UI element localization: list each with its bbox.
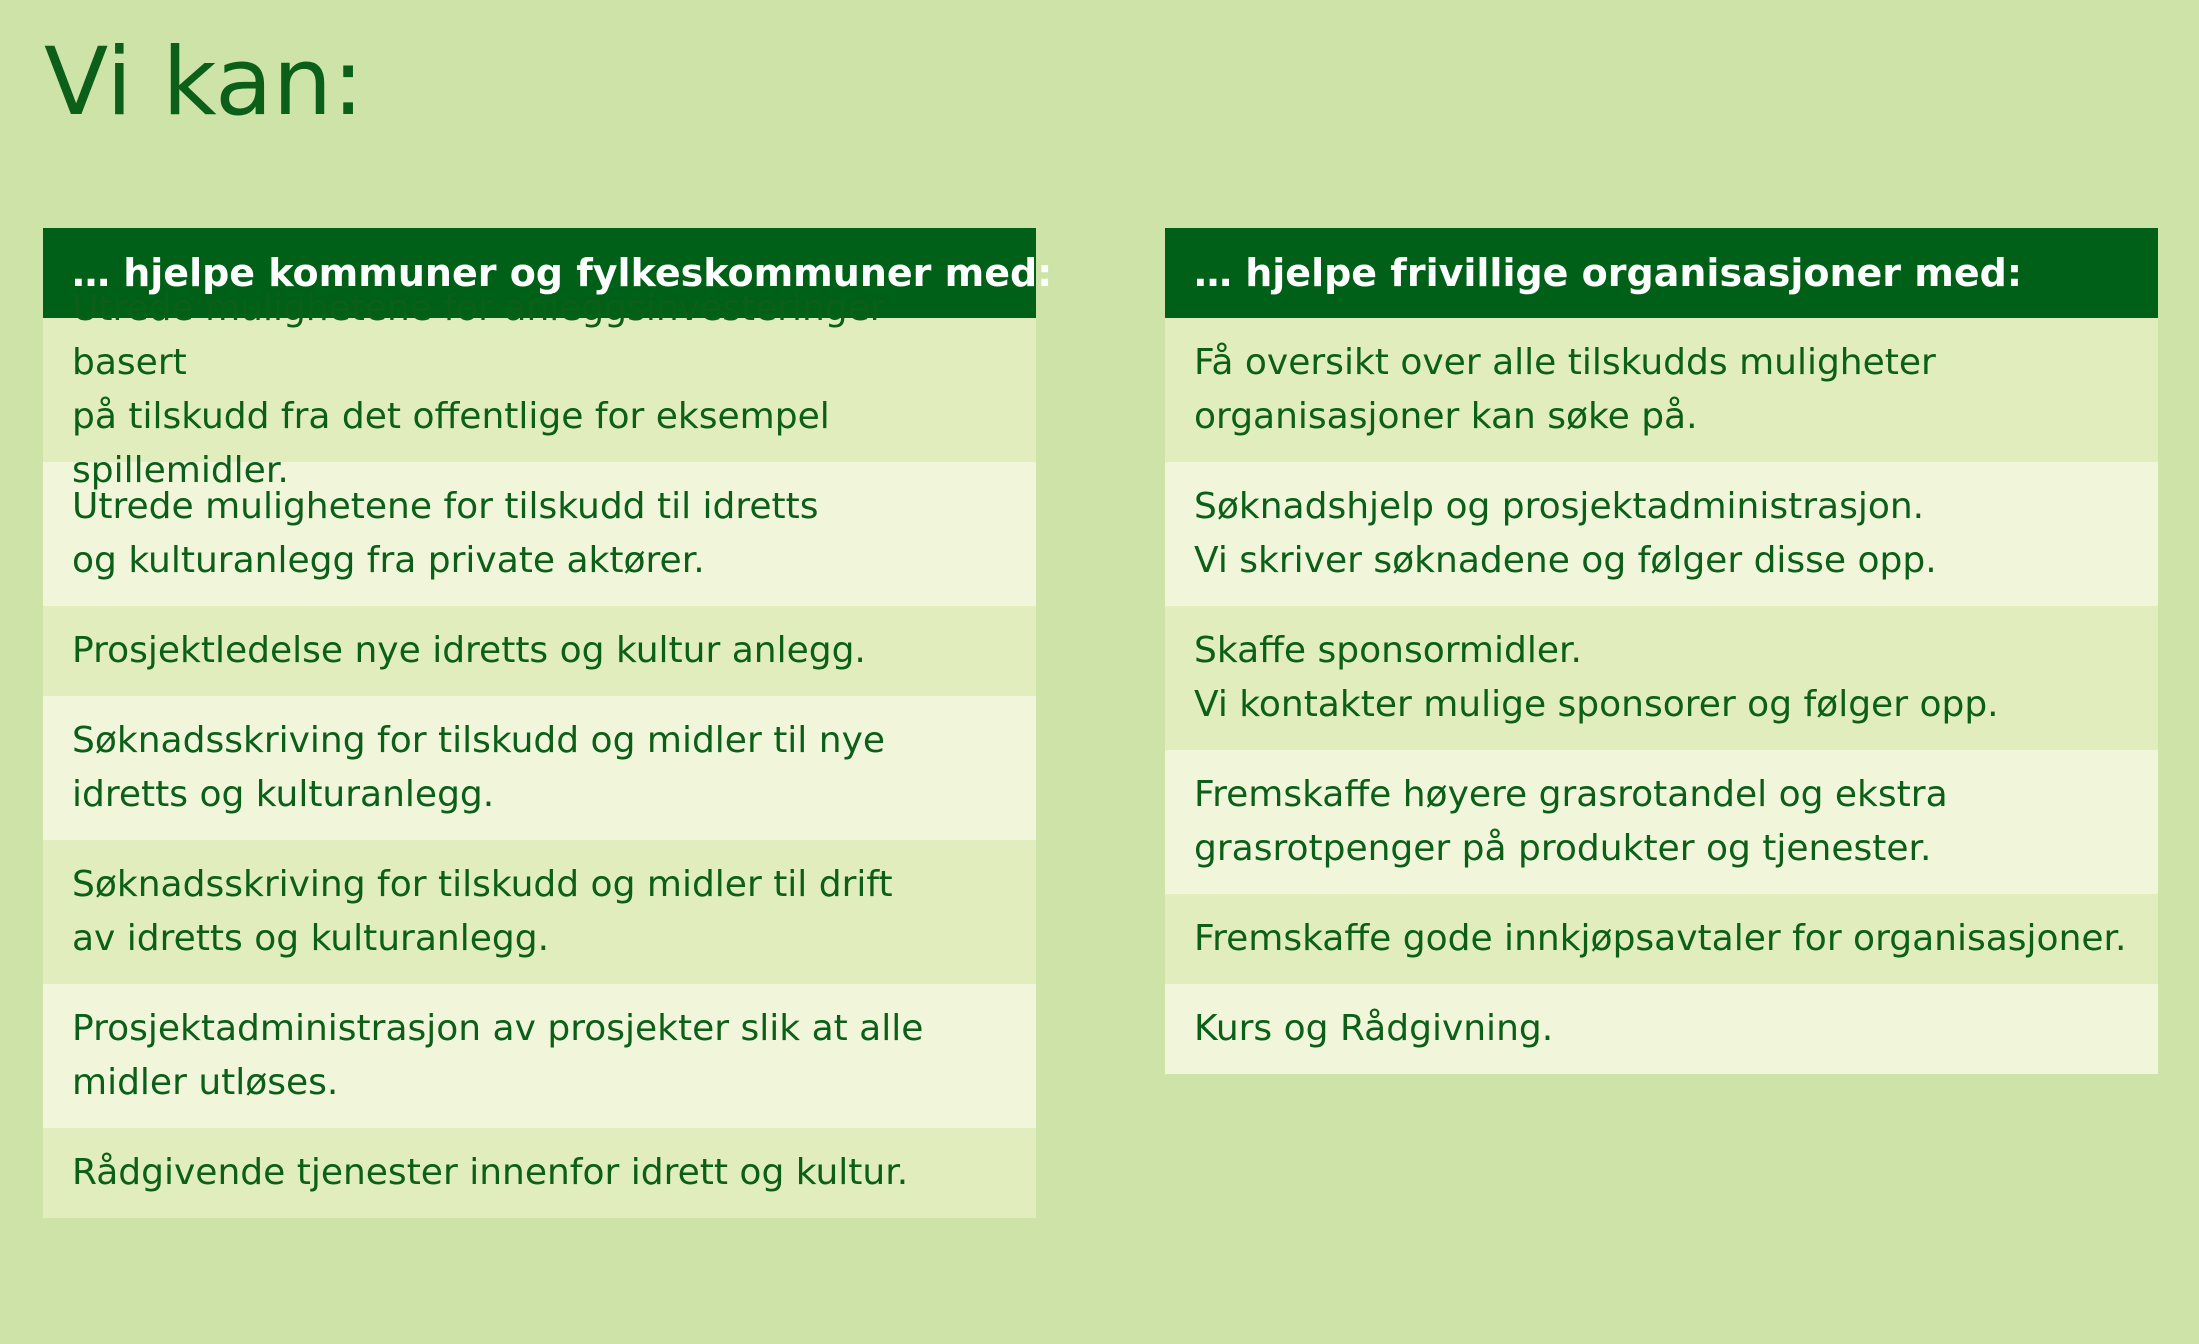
- list-item: Prosjektadministrasjon av prosjekter slik at alle midler utløses.: [43, 984, 1036, 1128]
- list-item: Søknadsskriving for tilskudd og midler til nye idretts og kulturanlegg.: [43, 696, 1036, 840]
- list-item: Fremskaffe høyere grasrotandel og ekstra grasrotpenger på produkter og tjenester.: [1165, 750, 2158, 894]
- list-item: Rådgivende tjenester innenfor idrett og kultur.: [43, 1128, 1036, 1218]
- organizations-panel-header: … hjelpe frivillige organisasjoner med:: [1165, 228, 2158, 318]
- list-item: Søknadshjelp og prosjektadministrasjon. Vi skriver søknadene og følger disse opp.: [1165, 462, 2158, 606]
- list-item: Søknadsskriving for tilskudd og midler til drift av idretts og kulturanlegg.: [43, 840, 1036, 984]
- list-item: basert på tilskudd fra det offentlige for eksempel: [43, 318, 1036, 462]
- municipalities-panel: [43, 228, 1053, 1218]
- municipalities-panel-header: … hjelpe kommuner og fylkeskommuner med:: [43, 228, 1036, 318]
- list-item: Kurs og Rådgivning.: [1165, 984, 2158, 1074]
- list-item: Utrede mulighetene for tilskudd til idretts og kulturanlegg fra private aktører.: [43, 462, 1036, 606]
- page-title: Vi kan:: [44, 28, 364, 137]
- list-item: Få oversikt over alle tilskudds muligheter organisasjoner kan søke på.: [1165, 318, 2158, 462]
- organizations-panel: [1165, 228, 2158, 1074]
- list-item: Prosjektledelse nye idretts og kultur anlegg.: [43, 606, 1036, 696]
- list-item: Fremskaffe gode innkjøpsavtaler for organisasjoner.: [1165, 894, 2158, 984]
- list-item: Skaffe sponsormidler. Vi kontakter mulige sponsorer og følger opp.: [1165, 606, 2158, 750]
